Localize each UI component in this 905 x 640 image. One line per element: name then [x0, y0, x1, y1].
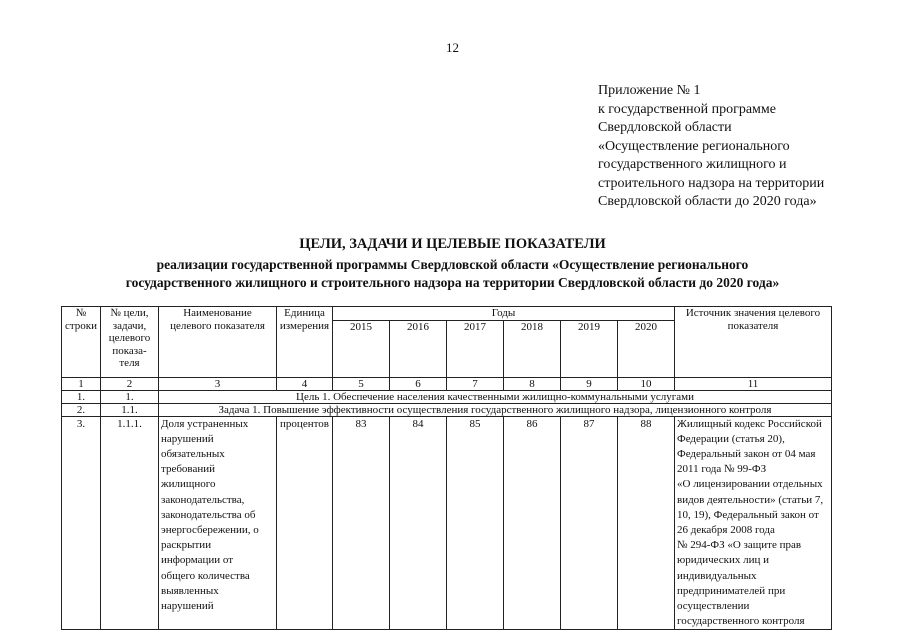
year-value: 83	[333, 416, 390, 630]
indicator-number: 1.1.1.	[101, 416, 159, 630]
header-year: 2018	[504, 320, 561, 377]
appendix-note	[598, 82, 824, 212]
appendix-line: строительного надзора на территории	[598, 175, 825, 191]
header-indicator-name: Наименование целевого показателя	[159, 307, 277, 378]
column-number: 9	[561, 377, 618, 390]
appendix-line: к государственной программе	[598, 101, 776, 117]
year-value: 85	[447, 416, 504, 630]
indicator-unit: процентов	[277, 416, 333, 630]
header-year: 2016	[390, 320, 447, 377]
column-number: 5	[333, 377, 390, 390]
column-number: 3	[159, 377, 277, 390]
appendix-line: Свердловской области до 2020 года»	[598, 194, 817, 209]
row-number: 2.	[62, 403, 101, 416]
year-value: 84	[390, 416, 447, 630]
subtitle-line: реализации государственной программы Свердловской области «Осуществление регионального	[156, 257, 749, 272]
task-text: Задача 1. Повышение эффективности осуществления государственного жилищного надзора, лицензионного контроля	[159, 403, 832, 416]
row-number: 3.	[62, 416, 101, 630]
year-value: 88	[618, 416, 675, 630]
header-year: 2020	[618, 320, 675, 377]
year-value: 87	[561, 416, 618, 630]
task-number: 1.1.	[101, 403, 159, 416]
indicator-source: Жилищный кодекс Российской Федерации (статья 20), Федеральный закон от 04 мая 2011 года № 99-ФЗ «О лицензировании отдельных видов деятельности» (статьи 7, 10, 19), Федеральный закон от 26 декабря 2008 года № 294-ФЗ «О защите прав юридических лиц и индивидуальных предпринимателей при осуществлении государственного контроля	[675, 416, 832, 630]
goal-text: Цель 1. Обеспечение населения качественными жилищно-коммунальными услугами	[159, 390, 832, 403]
appendix-line: государственного жилищного и	[598, 157, 787, 172]
indicator-row	[62, 416, 832, 630]
header-row-no: № строки	[62, 307, 101, 378]
subtitle-line: государственного жилищного и строительного надзора на территории Свердловской области до 2020 года»	[125, 274, 780, 290]
header-year: 2017	[447, 320, 504, 377]
goal-number: 1.	[101, 390, 159, 403]
column-number: 1	[62, 377, 101, 390]
goal-row	[62, 390, 832, 403]
header-goal-no: № цели, задачи, целевого показа- теля	[101, 307, 159, 378]
year-value: 86	[504, 416, 561, 630]
column-number: 7	[447, 377, 504, 390]
header-row	[62, 307, 832, 321]
header-year: 2019	[561, 320, 618, 377]
appendix-line: Приложение № 1	[598, 83, 701, 98]
appendix-line: Свердловской области	[598, 120, 732, 135]
column-number: 8	[504, 377, 561, 390]
document-title: ЦЕЛИ, ЗАДАЧИ И ЦЕЛЕВЫЕ ПОКАЗАТЕЛИ	[299, 236, 606, 252]
row-number: 1.	[62, 390, 101, 403]
task-row	[62, 403, 832, 416]
header-unit: Единица измерения	[277, 307, 333, 378]
column-number: 6	[390, 377, 447, 390]
column-number: 4	[277, 377, 333, 390]
appendix-line: «Осуществление регионального	[598, 138, 790, 154]
header-years: Годы	[333, 307, 675, 321]
page-number: 12	[446, 40, 459, 55]
header-source: Источник значения целевого показателя	[675, 307, 832, 378]
column-number: 10	[618, 377, 675, 390]
column-number: 11	[675, 377, 832, 390]
column-number: 2	[101, 377, 159, 390]
header-year: 2015	[333, 320, 390, 377]
document-subtitle	[0, 256, 905, 291]
column-number-row	[62, 377, 832, 390]
indicators-table	[61, 306, 832, 630]
indicator-name: Доля устраненных нарушений обязательных требований жилищного законодательства, законодательства об энергосбережении, о раскрытии информации от общего количества выявленных нарушений	[159, 416, 277, 630]
